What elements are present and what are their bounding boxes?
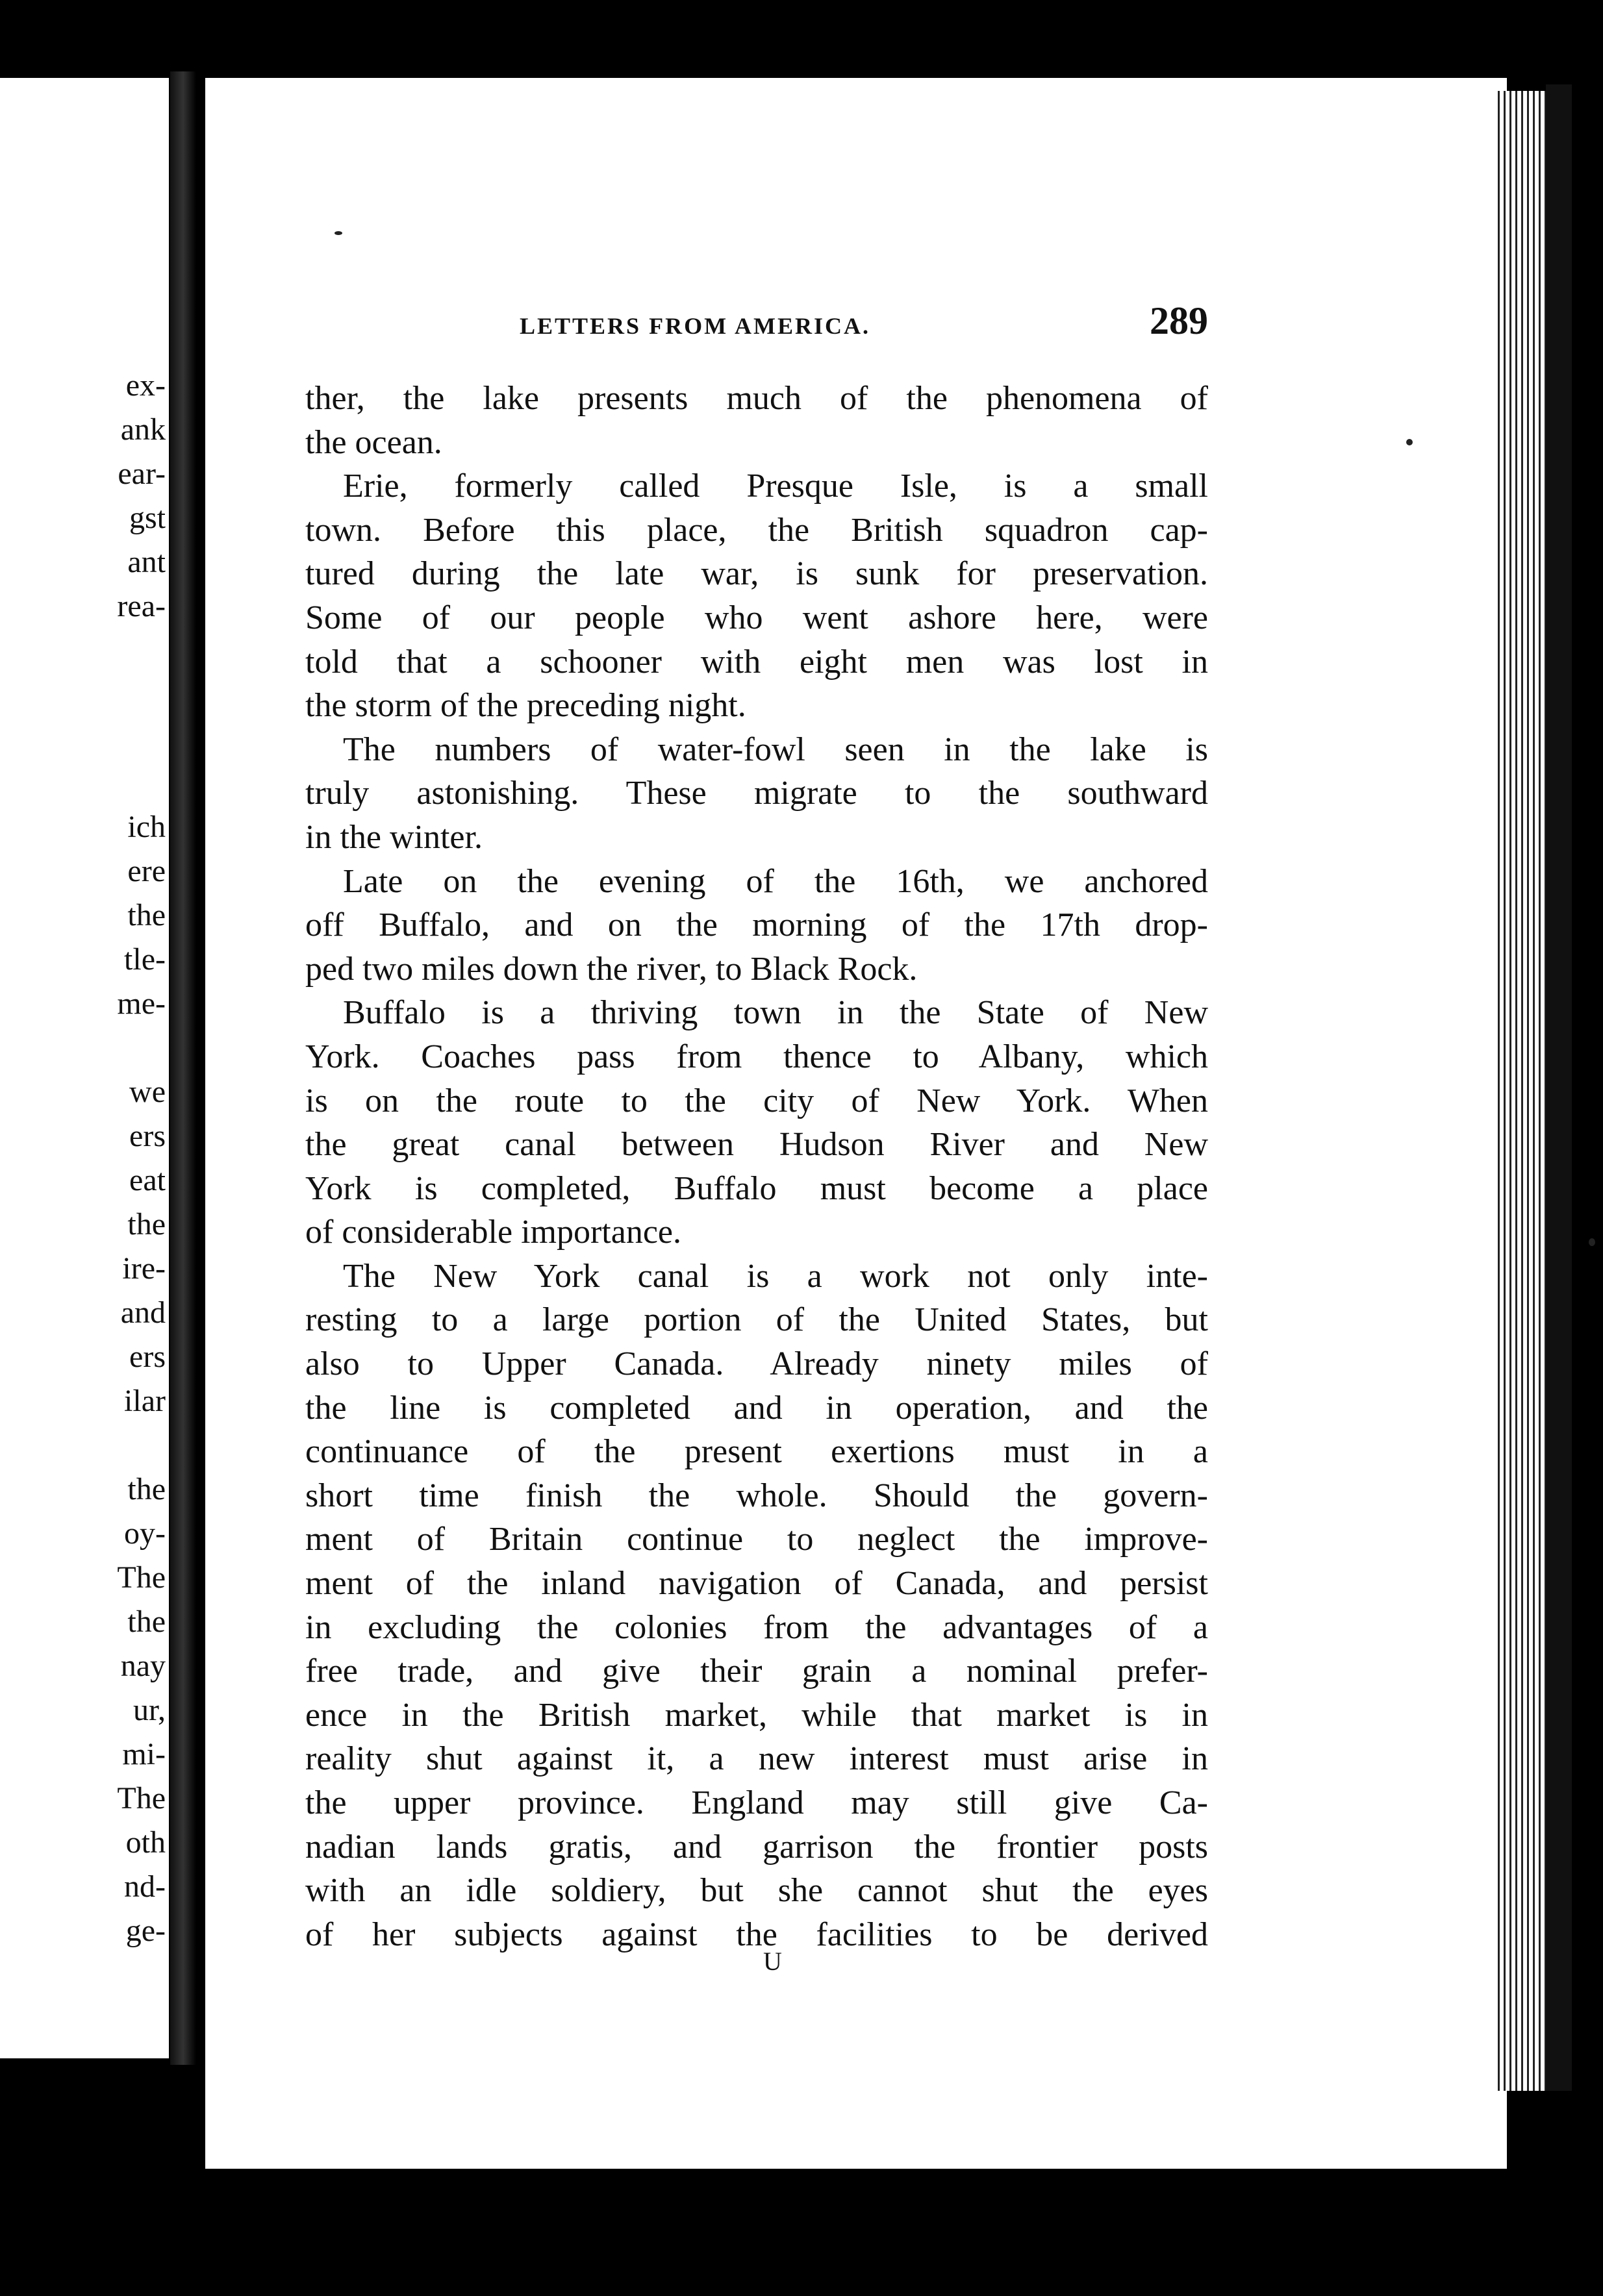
book-cover-edge bbox=[1546, 84, 1572, 2091]
dust-speck bbox=[1589, 1238, 1595, 1246]
dust-speck bbox=[334, 231, 342, 235]
previous-page-line: the bbox=[127, 1604, 166, 1639]
text-line: Some of our people who went ashore here, were bbox=[305, 599, 1208, 636]
previous-page-line: gst bbox=[129, 501, 166, 535]
previous-page-line: ant bbox=[127, 545, 166, 579]
previous-page-line: ank bbox=[120, 412, 166, 447]
running-title: LETTERS FROM AMERICA. bbox=[520, 313, 871, 339]
text-line: also to Upper Canada. Already ninety miles of bbox=[305, 1345, 1208, 1383]
text-line: York. Coaches pass from thence to Albany, which bbox=[305, 1038, 1208, 1075]
text-line: The numbers of water-fowl seen in the lake is bbox=[343, 730, 1208, 768]
previous-page-line: ur, bbox=[133, 1693, 166, 1727]
text-line: nadian lands gratis, and garrison the frontier posts bbox=[305, 1828, 1208, 1866]
previous-page-line: ere bbox=[127, 854, 166, 888]
previous-page-line: ear- bbox=[118, 456, 166, 491]
text-line: is on the route to the city of New York. When bbox=[305, 1082, 1208, 1119]
previous-page-line: eat bbox=[129, 1163, 166, 1197]
text-line: the storm of the preceding night. bbox=[305, 687, 746, 725]
previous-page-line bbox=[0, 629, 166, 673]
text-line: the line is completed and in operation, and the bbox=[305, 1389, 1208, 1427]
text-line: ence in the British market, while that market is in bbox=[305, 1696, 1208, 1734]
text-line: in excluding the colonies from the advantages of a bbox=[305, 1608, 1208, 1646]
text-line: free trade, and give their grain a nominal prefer- bbox=[305, 1653, 1208, 1690]
previous-page-line: the bbox=[127, 898, 166, 932]
text-line: in the winter. bbox=[305, 818, 483, 856]
text-line: tured during the late war, is sunk for preservation. bbox=[305, 555, 1208, 593]
text-line: York is completed, Buffalo must become a place bbox=[305, 1169, 1208, 1207]
page-edges bbox=[1494, 91, 1546, 2091]
previous-page-text bbox=[0, 364, 166, 1953]
previous-page-line: ire- bbox=[122, 1251, 166, 1286]
page-body-text bbox=[305, 377, 1208, 1956]
dust-speck bbox=[1406, 439, 1413, 445]
book-gutter bbox=[170, 71, 196, 2065]
text-line: town. Before this place, the British squadron cap- bbox=[305, 511, 1208, 549]
signature-mark: U bbox=[763, 1947, 782, 1976]
text-line: of considerable importance. bbox=[305, 1214, 681, 1251]
text-line: truly astonishing. These migrate to the southward bbox=[305, 775, 1208, 812]
previous-page-line: the bbox=[127, 1472, 166, 1506]
previous-page-line bbox=[0, 761, 166, 805]
text-line: Late on the evening of the 16th, we anchored bbox=[343, 862, 1208, 900]
text-line: the upper province. England may still give Ca- bbox=[305, 1784, 1208, 1821]
previous-page-line: and bbox=[120, 1295, 166, 1330]
text-line: ment of Britain continue to neglect the improve- bbox=[305, 1521, 1208, 1558]
text-line: the great canal between Hudson River and New bbox=[305, 1126, 1208, 1164]
previous-page-line: the bbox=[127, 1207, 166, 1242]
previous-page-line: nay bbox=[120, 1649, 166, 1683]
previous-page-line: ich bbox=[127, 810, 166, 844]
previous-page-line: ers bbox=[129, 1119, 166, 1153]
text-line: with an idle soldiery, but she cannot shut the eyes bbox=[305, 1872, 1208, 1910]
previous-page-line: tle- bbox=[124, 942, 166, 977]
text-line: told that a schooner with eight men was lost in bbox=[305, 643, 1208, 680]
text-line: Buffalo is a thriving town in the State of New bbox=[343, 994, 1208, 1032]
text-line: Erie, formerly called Presque Isle, is a small bbox=[343, 468, 1208, 505]
text-line: of her subjects against the facilities to be derived bbox=[305, 1915, 1208, 1953]
previous-page-fragment bbox=[0, 78, 169, 2058]
previous-page-line: ge- bbox=[125, 1914, 166, 1948]
previous-page-line: rea- bbox=[117, 589, 166, 623]
previous-page-line: The bbox=[117, 1781, 166, 1816]
previous-page-line bbox=[0, 717, 166, 761]
text-line: The New York canal is a work not only inte- bbox=[343, 1257, 1208, 1295]
previous-page-line: The bbox=[117, 1560, 166, 1595]
previous-page-line bbox=[0, 673, 166, 717]
text-line: reality shut against it, a new interest must arise in bbox=[305, 1740, 1208, 1778]
text-line: off Buffalo, and on the morning of the 17th drop- bbox=[305, 906, 1208, 944]
text-line: the ocean. bbox=[305, 423, 442, 461]
previous-page-line: me- bbox=[117, 986, 166, 1021]
text-line: continuance of the present exertions must in a bbox=[305, 1433, 1208, 1471]
previous-page-line: ers bbox=[129, 1340, 166, 1374]
previous-page-line: mi- bbox=[122, 1737, 166, 1771]
text-line: ment of the inland navigation of Canada, and persist bbox=[305, 1565, 1208, 1603]
previous-page-line: nd- bbox=[124, 1869, 166, 1904]
previous-page-line: ilar bbox=[124, 1384, 166, 1418]
text-line: resting to a large portion of the United States, but bbox=[305, 1301, 1208, 1339]
text-line: short time finish the whole. Should the govern- bbox=[305, 1477, 1208, 1514]
previous-page-line bbox=[0, 1026, 166, 1070]
previous-page-line: oy- bbox=[124, 1516, 166, 1551]
previous-page-line bbox=[0, 1423, 166, 1467]
previous-page-line: ex- bbox=[125, 368, 166, 403]
page-header bbox=[305, 299, 1208, 343]
previous-page-line: we bbox=[129, 1075, 166, 1109]
text-line: ther, the lake presents much of the phenomena of bbox=[305, 380, 1208, 417]
previous-page-line: oth bbox=[125, 1825, 166, 1860]
page-number: 289 bbox=[1150, 299, 1208, 342]
text-line: ped two miles down the river, to Black Rock. bbox=[305, 950, 918, 988]
